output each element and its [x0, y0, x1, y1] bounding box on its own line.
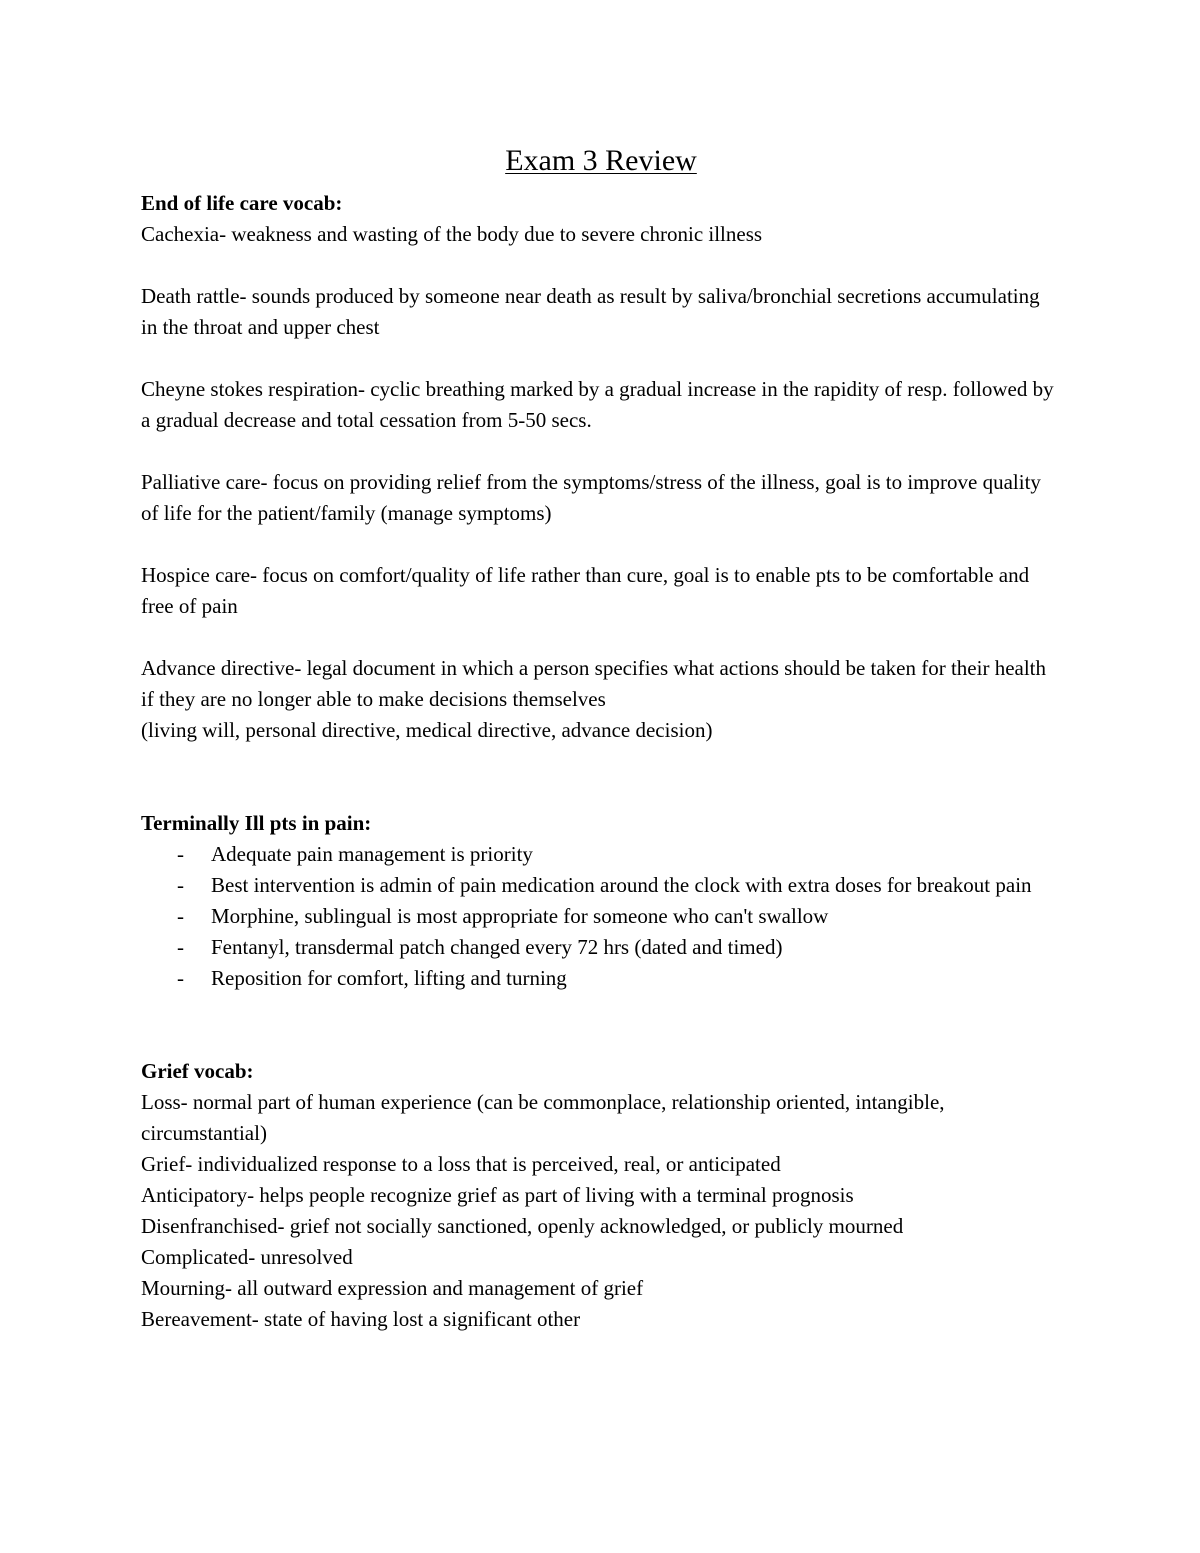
- definition-disenfranchised: Disenfranchised- grief not socially sanctioned, openly acknowledged, or publicly mourned: [141, 1214, 904, 1238]
- section-heading-pain: Terminally Ill pts in pain:: [141, 811, 372, 835]
- definition-palliative-care: Palliative care- focus on providing relief from the symptoms/stress of the illness, goal is to improve quality of life for the patient/family (manage symptoms): [141, 470, 1041, 525]
- advance-directive-note: (living will, personal directive, medical directive, advance decision): [141, 718, 713, 742]
- definition-cachexia: Cachexia- weakness and wasting of the body due to severe chronic illness: [141, 222, 763, 246]
- definition-cheyne-stokes: Cheyne stokes respiration- cyclic breathing marked by a gradual increase in the rapidity of resp. followed by a gradual decrease and total cessation from 5-50 secs.: [141, 377, 1054, 432]
- spacer: [141, 622, 1061, 653]
- bullet-dash: -: [177, 842, 184, 866]
- list-item: [141, 870, 1061, 901]
- definition-bereavement: Bereavement- state of having lost a significant other: [141, 1307, 581, 1331]
- list-item: [141, 932, 1061, 963]
- pain-bullet-list: [141, 839, 1061, 994]
- section-heading-end-of-life: End of life care vocab:: [141, 191, 343, 215]
- definition-grief: Grief- individualized response to a loss that is perceived, real, or anticipated: [141, 1152, 781, 1176]
- page-title: Exam 3 Review: [505, 144, 697, 177]
- list-item-text: Reposition for comfort, lifting and turning: [211, 966, 567, 990]
- spacer: [141, 436, 1061, 467]
- list-item: [141, 901, 1061, 932]
- definition-anticipatory: Anticipatory- helps people recognize grief as part of living with a terminal prognosis: [141, 1183, 854, 1207]
- list-item: [141, 839, 1061, 870]
- list-item-text: Fentanyl, transdermal patch changed every 72 hrs (dated and timed): [211, 935, 783, 959]
- definition-complicated: Complicated- unresolved: [141, 1245, 353, 1269]
- section-end-of-life: [141, 188, 1061, 746]
- spacer: [141, 994, 1061, 1056]
- document-body: [141, 142, 1061, 1335]
- definition-mourning: Mourning- all outward expression and management of grief: [141, 1276, 644, 1300]
- bullet-dash: -: [177, 935, 184, 959]
- list-item-text: Best intervention is admin of pain medication around the clock with extra doses for breakout pain: [211, 873, 1032, 897]
- spacer: [141, 343, 1061, 374]
- spacer: [141, 250, 1061, 281]
- list-item-text: Adequate pain management is priority: [211, 842, 533, 866]
- spacer: [141, 746, 1061, 808]
- definition-hospice-care: Hospice care- focus on comfort/quality of life rather than cure, goal is to enable pts to be comfortable and free of pain: [141, 563, 1030, 618]
- bullet-dash: -: [177, 873, 184, 897]
- definition-death-rattle: Death rattle- sounds produced by someone near death as result by saliva/bronchial secretions accumulating in the throat and upper chest: [141, 284, 1040, 339]
- definition-loss: Loss- normal part of human experience (can be commonplace, relationship oriented, intangible, circumstantial): [141, 1090, 945, 1145]
- definition-advance-directive: Advance directive- legal document in which a person specifies what actions should be taken for their health if they are no longer able to make decisions themselves: [141, 656, 1047, 711]
- section-grief: [141, 1056, 1061, 1335]
- list-item-text: Morphine, sublingual is most appropriate for someone who can't swallow: [211, 904, 829, 928]
- list-item: [141, 963, 1061, 994]
- bullet-dash: -: [177, 966, 184, 990]
- section-pain: [141, 808, 1061, 994]
- section-heading-grief: Grief vocab:: [141, 1059, 254, 1083]
- bullet-dash: -: [177, 904, 184, 928]
- spacer: [141, 529, 1061, 560]
